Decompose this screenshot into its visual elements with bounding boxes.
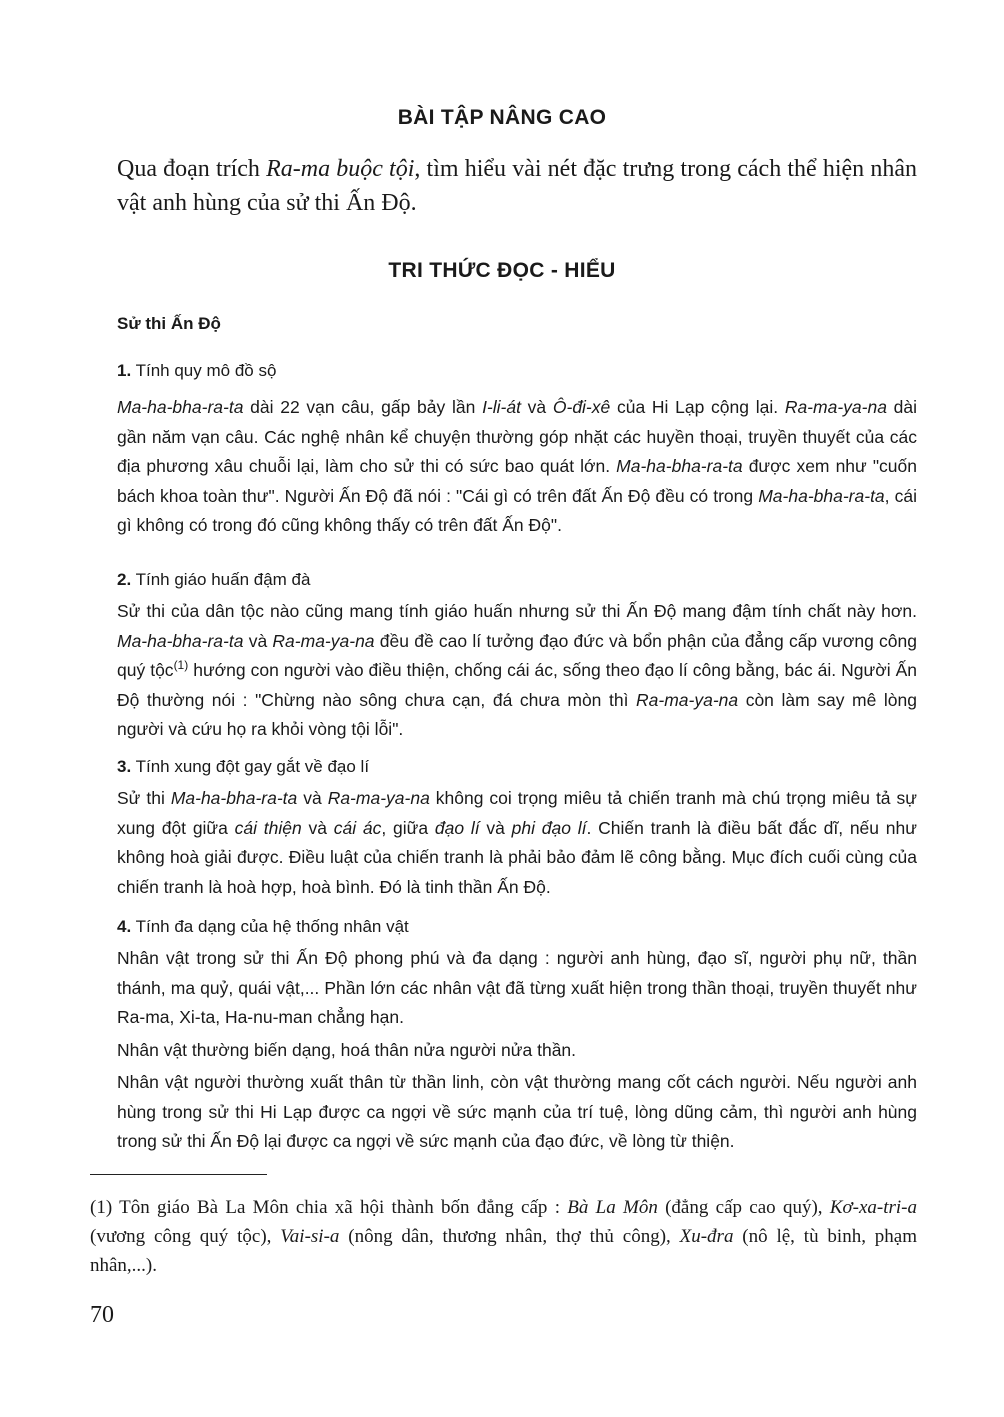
footnote-marker: (1) xyxy=(173,658,189,672)
item-1-title: 1. Tính quy mô đồ sộ xyxy=(117,361,277,380)
item-2-paragraph: Sử thi của dân tộc nào cũng mang tính giáo huấn nhưng sử thi Ấn Độ mang đậm tính chất này hơn. Ma-ha-bha-ra-ta và Ra-ma-ya-na đều đề cao lí tưởng đạo đức và bổn phận của đẳng cấp vương công quý tộc$^{(1)}$ hướng con người vào điều thiện, chống cái ác, sống theo đạo lí công bằng, bác ái. Người Ấn Độ thường nói : "Chừng nào sông chưa cạn, đá chưa mòn thì Ra-ma-ya-na còn làm say mê lòng người và cứu họ ra khỏi vòng tội lỗi". xyxy=(117,601,917,739)
item-3-title: 3. Tính xung đột gay gắt về đạo lí xyxy=(117,757,370,776)
page-number: 70 xyxy=(90,1302,114,1328)
reading-knowledge-heading: TRI THỨC ĐỌC - HIỂU xyxy=(388,259,616,282)
advanced-exercise-heading: BÀI TẬP NÂNG CAO xyxy=(397,106,607,129)
item-1-paragraph: Ma-ha-bha-ra-ta dài 22 vạn câu, gấp bảy lần I-li-át và Ô-đi-xê của Hi Lạp cộng lại. Ra-ma-ya-na dài gần năm vạn câu. Các nghệ nhân kể chuyện thường góp nhặt các huyền thoại, truyền thuyết của các địa phương xâu chuỗi lại, làm cho sử thi có sức bao quát lớn. Ma-ha-bha-ra-ta được xem như "cuốn bách khoa toàn thư". Người Ấn Độ đã nói : "Cái gì có trên đất Ấn Độ đều có trong Ma-ha-bha-ra-ta, cái gì không có trong đó cũng không thấy có trên đất Ấn Độ". xyxy=(117,397,918,535)
item-3-paragraph: Sử thi Ma-ha-bha-ra-ta và Ra-ma-ya-na không coi trọng miêu tả chiến tranh mà chú trọng miêu tả sự xung đột giữa cái thiện và cái ác, giữa đạo lí và phi đạo lí. Chiến tranh là điều bất đắc dĩ, nếu như không hoà giải được. Điều luật của chiến tranh là phải bảo đảm lẽ công bằng. Mục đích cuối cùng của chiến tranh là hoà hợp, hoà bình. Đó là tinh thần Ấn Độ. xyxy=(117,788,917,897)
advanced-exercise-question: Qua đoạn trích Ra-ma buộc tội, tìm hiểu vài nét đặc trưng trong cách thể hiện nhân vật anh hùng của sử thi Ấn Độ. xyxy=(117,156,917,216)
item-4-paragraphs xyxy=(117,944,917,1157)
item-4-paragraph-3: Nhân vật người thường xuất thân từ thần linh, còn vật thường mang cốt cách người. Nếu người anh hùng trong sử thi Hi Lạp được ca ngợi về sức mạnh của trí tuệ, lòng dũng cảm, thì người anh hùng trong sử thi Ấn Độ lại được ca ngợi về sức mạnh của đạo đức, về lòng từ thiện. xyxy=(117,1072,917,1151)
section-subheading: Sử thi Ấn Độ xyxy=(117,314,221,333)
item-4-paragraph-1: Nhân vật trong sử thi Ấn Độ phong phú và đa dạng : người anh hùng, đạo sĩ, người phụ nữ, thần thánh, ma quỷ, quái vật,... Phần lớn các nhân vật đã từng xuất hiện trong thần thoại, truyền thuyết như Ra-ma, Xi-ta, Ha-nu-man chẳng hạn. xyxy=(117,948,917,1027)
footnote: (1) Tôn giáo Bà La Môn chia xã hội thành bốn đẳng cấp : Bà La Môn (đẳng cấp cao quý), Kơ-xa-tri-a (vương công quý tộc), Vai-si-a (nông dân, thương nhân, thợ thủ công), Xu-đra (nô lệ, tù binh, phạm nhân,...). xyxy=(90,1197,917,1276)
item-4-paragraph-2: Nhân vật thường biến dạng, hoá thân nửa người nửa thần. xyxy=(117,1039,577,1060)
footnote-divider xyxy=(90,1174,267,1175)
excerpt-title: Ra-ma buộc tội xyxy=(266,156,415,182)
item-2-title: 2. Tính giáo huấn đậm đà xyxy=(117,570,311,589)
item-4-title: 4. Tính đa dạng của hệ thống nhân vật xyxy=(117,917,409,936)
